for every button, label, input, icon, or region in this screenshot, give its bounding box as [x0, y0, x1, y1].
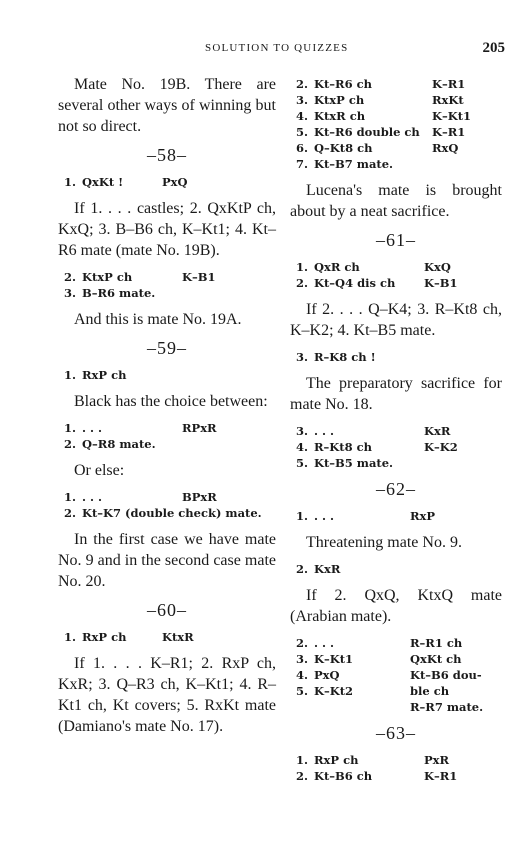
- black-move: K–R1: [432, 77, 466, 91]
- quiz-number: –61–: [376, 230, 416, 250]
- white-move: KxR: [314, 562, 341, 576]
- black-move: BPxR: [182, 490, 217, 504]
- move-number: 1.: [296, 753, 309, 767]
- move-number: 1.: [296, 509, 309, 523]
- move-number: 3.: [296, 424, 309, 438]
- move-row: [296, 683, 502, 699]
- move-number: 2.: [296, 77, 309, 91]
- move-number: 4.: [296, 109, 309, 123]
- black-move: K–K2: [424, 440, 458, 454]
- paragraph: Black has the choice between:: [74, 393, 268, 410]
- black-move: K–R1: [432, 125, 466, 139]
- white-move: PxQ: [314, 668, 340, 682]
- paragraph: Lucena's mate is brought about by a neat sacrifice.: [290, 182, 502, 220]
- move-list: [58, 629, 276, 645]
- black-move: RxP: [410, 509, 436, 523]
- move-row: [296, 423, 502, 439]
- move-row: [296, 752, 502, 768]
- white-move: Kt–B7 mate.: [314, 157, 394, 171]
- page-header: [0, 40, 529, 62]
- white-move: Kt–Q4 dis ch: [314, 276, 396, 290]
- move-row: [296, 76, 502, 92]
- move-row: [64, 436, 276, 452]
- black-move: KxQ: [424, 260, 451, 274]
- move-list: [58, 489, 276, 521]
- move-number: 1.: [296, 260, 309, 274]
- white-move: Kt–R6 ch: [314, 77, 372, 91]
- white-move: QxKt !: [82, 175, 124, 189]
- move-list: [58, 420, 276, 452]
- black-move: KtxR: [162, 630, 194, 644]
- move-row: [296, 108, 502, 124]
- move-row: [296, 667, 502, 683]
- black-move: KxR: [424, 424, 451, 438]
- move-list: [290, 259, 502, 291]
- quiz-number: –59–: [147, 338, 187, 358]
- move-row: [296, 349, 502, 365]
- move-list: [290, 508, 502, 524]
- move-number: 3.: [296, 93, 309, 107]
- black-move: RPxR: [182, 421, 217, 435]
- move-number: 2.: [64, 270, 77, 284]
- black-move: K–B1: [424, 276, 458, 290]
- black-move: [424, 455, 502, 471]
- move-number: 1.: [64, 368, 77, 382]
- move-row: [296, 259, 502, 275]
- move-number: 2.: [296, 769, 309, 783]
- white-move: R–Kt8 ch: [314, 440, 372, 454]
- move-list: [290, 423, 502, 471]
- white-move: K–Kt1: [314, 652, 354, 666]
- move-row: [296, 156, 502, 172]
- move-list: [290, 635, 502, 715]
- black-move: QxKt ch: [410, 652, 462, 666]
- move-number: 3.: [296, 350, 309, 364]
- white-move: R–K8 ch !: [314, 350, 376, 364]
- white-move: Kt–R6 double ch: [314, 125, 420, 139]
- move-row: [64, 420, 276, 436]
- move-row: [64, 285, 276, 301]
- move-row: [64, 269, 276, 285]
- move-row: [296, 140, 502, 156]
- black-move: RxQ: [432, 141, 459, 155]
- move-number: 6.: [296, 141, 309, 155]
- white-move: B–R6 mate.: [82, 286, 156, 300]
- black-move: [432, 156, 502, 172]
- move-list: [58, 269, 276, 301]
- white-move: Kt–B6 ch: [314, 769, 373, 783]
- paragraph: If 1. . . . K–R1; 2. RxP ch, KxR; 3. Q–R3 ch, K–Kt1; 4. R–Kt1 ch, Kt covers; 5. RxKt mate (Damiano's mate No. 17).: [58, 655, 276, 735]
- white-move: . . .: [314, 636, 335, 650]
- black-move: Kt–B6 dou-: [410, 668, 482, 682]
- black-move: PxR: [424, 753, 450, 767]
- move-row: [64, 489, 276, 505]
- white-move: KtxP ch: [82, 270, 133, 284]
- move-number: 1.: [64, 421, 77, 435]
- white-move: RxP ch: [82, 368, 127, 382]
- move-list: [290, 349, 502, 365]
- move-row: [296, 699, 502, 715]
- white-move: Q–Kt8 ch: [314, 141, 373, 155]
- move-row: [296, 92, 502, 108]
- move-number: 2.: [296, 562, 309, 576]
- white-move: Kt–K7 (double check) mate.: [82, 506, 262, 520]
- white-move: K–Kt2: [314, 684, 354, 698]
- move-number: 4.: [296, 440, 309, 454]
- move-number: 5.: [296, 125, 309, 139]
- right-column: [290, 74, 502, 792]
- move-number: 2.: [296, 636, 309, 650]
- move-row: [296, 124, 502, 140]
- move-number: 3.: [64, 286, 77, 300]
- move-row: [296, 651, 502, 667]
- black-move: R–R7 mate.: [410, 700, 484, 714]
- left-column: [58, 74, 276, 745]
- white-move: KtxR ch: [314, 109, 366, 123]
- running-head: SOLUTION TO QUIZZES: [205, 42, 349, 54]
- move-row: [296, 439, 502, 455]
- black-move: RxKt: [432, 93, 464, 107]
- move-row: [64, 174, 276, 190]
- white-move: [314, 699, 410, 715]
- move-row: [296, 768, 502, 784]
- move-list: [58, 367, 276, 383]
- paragraph: And this is mate No. 19A.: [74, 311, 242, 328]
- quiz-number: –58–: [147, 145, 187, 165]
- white-move: . . .: [314, 424, 335, 438]
- white-move: Kt–B5 mate.: [314, 456, 394, 470]
- move-number: 5.: [296, 456, 309, 470]
- paragraph: If 2. QxQ, KtxQ mate (Arabian mate).: [290, 587, 502, 625]
- move-row: [296, 561, 502, 577]
- paragraph: If 1. . . . castles; 2. QxKtP ch, KxQ; 3. B–B6 ch, K–Kt1; 4. Kt–R6 mate (mate No. 19B).: [58, 200, 276, 259]
- move-number: 2.: [64, 437, 77, 451]
- move-number: [296, 699, 314, 715]
- paragraph: If 2. . . . Q–K4; 3. R–Kt8 ch, K–K2; 4. Kt–B5 mate.: [290, 301, 502, 339]
- move-number: 1.: [64, 175, 77, 189]
- page-number: 205: [482, 40, 505, 56]
- move-number: 1.: [64, 630, 77, 644]
- move-number: 5.: [296, 684, 309, 698]
- move-row: [64, 629, 276, 645]
- move-list: [290, 752, 502, 784]
- black-move: K–Kt1: [432, 109, 472, 123]
- paragraph: The preparatory sacrifice for mate No. 18.: [290, 375, 502, 413]
- black-move: PxQ: [162, 175, 188, 189]
- move-row: [296, 275, 502, 291]
- white-move: . . .: [314, 509, 335, 523]
- move-list: [290, 561, 502, 577]
- paragraph: Or else:: [74, 462, 125, 479]
- move-list: [290, 76, 502, 172]
- white-move: . . .: [82, 421, 103, 435]
- quiz-number: –63–: [376, 723, 416, 743]
- paragraph: Mate No. 19B. There are several other ways of winning but not so direct.: [58, 76, 276, 135]
- white-move: KtxP ch: [314, 93, 365, 107]
- white-move: . . .: [82, 490, 103, 504]
- move-row: [296, 635, 502, 651]
- move-number: 2.: [296, 276, 309, 290]
- black-move: K–B1: [182, 270, 216, 284]
- move-row: [64, 367, 276, 383]
- move-number: 3.: [296, 652, 309, 666]
- move-list: [58, 174, 276, 190]
- quiz-number: –62–: [376, 479, 416, 499]
- move-number: 1.: [64, 490, 77, 504]
- move-number: 7.: [296, 157, 309, 171]
- white-move: RxP ch: [314, 753, 359, 767]
- paragraph: Threatening mate No. 9.: [306, 534, 462, 551]
- black-move: R–R1 ch: [410, 636, 463, 650]
- quiz-number: –60–: [147, 600, 187, 620]
- move-row: [296, 455, 502, 471]
- move-number: 4.: [296, 668, 309, 682]
- white-move: RxP ch: [82, 630, 127, 644]
- paragraph: In the first case we have mate No. 9 and in the second case mate No. 20.: [58, 531, 276, 590]
- white-move: Q–R8 mate.: [82, 437, 156, 451]
- black-move: ble ch: [410, 684, 450, 698]
- white-move: QxR ch: [314, 260, 360, 274]
- black-move: K–R1: [424, 769, 458, 783]
- move-row: [296, 508, 502, 524]
- move-row: [64, 505, 276, 521]
- move-number: 2.: [64, 506, 77, 520]
